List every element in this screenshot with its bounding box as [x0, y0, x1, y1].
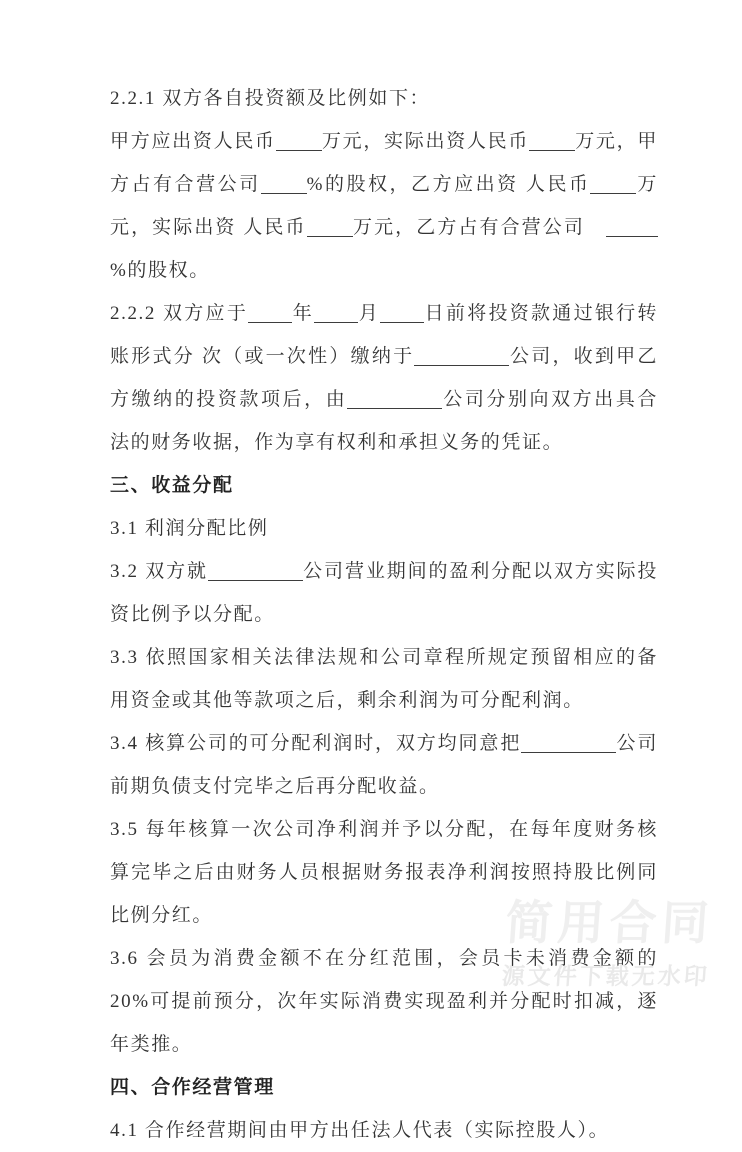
watermark-subtitle: 源文件下载无水印	[500, 963, 711, 989]
fill-in-blank	[590, 188, 636, 194]
fill-in-blank	[307, 231, 353, 237]
fill-in-blank	[347, 403, 442, 409]
section-heading: 四、合作经营管理	[110, 1077, 275, 1098]
paragraph: 3.4 核算公司的可分配利润时，双方均同意把 公司前期负债支付完毕之后再分配收益。	[110, 733, 658, 797]
paragraph: 3.3 依照国家相关法律法规和公司章程所规定预留相应的备用资金或其他等款项之后，剩余利润为可分配利润。	[110, 647, 658, 711]
document-body	[110, 77, 658, 1152]
paragraph: 3.1 利润分配比例	[110, 518, 269, 539]
paragraph: 3.2 双方就 公司营业期间的盈利分配以双方实际投资比例予以分配。	[110, 561, 659, 625]
fill-in-blank	[380, 317, 424, 323]
fill-in-blank	[529, 145, 575, 151]
section-heading: 三、收益分配	[110, 475, 234, 496]
paragraph: 3.6 会员为消费金额不在分红范围，会员卡未消费金额的 20%可提前预分，次年实际消费实现盈利并分配时扣减，逐年类推。	[110, 948, 658, 1055]
fill-in-blank	[606, 231, 658, 237]
fill-in-blank	[276, 145, 322, 151]
fill-in-blank	[261, 188, 307, 194]
fill-in-blank	[314, 317, 358, 323]
paragraph: 2.2.2 双方应于 年 月 日前将投资款通过银行转账形式分 次（或一次性）缴纳于 公司，收到甲乙方缴纳的投资款项后，由 公司分别向双方出具合法的财务收据，作为享有权利和承担义务的凭证。	[110, 303, 658, 453]
fill-in-blank	[248, 317, 292, 323]
paragraph: 甲方应出资人民币 万元，实际出资人民币 万元，甲方占有合营公司 %的股权，乙方应出资 人民币 万元，实际出资 人民币 万元，乙方占有合营公司 %的股权。	[110, 131, 659, 281]
fill-in-blank	[521, 747, 616, 753]
paragraph: 2.2.1 双方各自投资额及比例如下：	[110, 88, 431, 109]
fill-in-blank	[208, 575, 303, 581]
paragraph: 4.1 合作经营期间由甲方出任法人代表（实际控股人）。	[110, 1120, 610, 1141]
fill-in-blank	[414, 360, 509, 366]
paragraph: 3.5 每年核算一次公司净利润并予以分配，在每年度财务核算完毕之后由财务人员根据财务报表净利润按照持股比例同比例分红。	[110, 819, 658, 926]
watermark-title: 简用合同	[503, 896, 716, 949]
